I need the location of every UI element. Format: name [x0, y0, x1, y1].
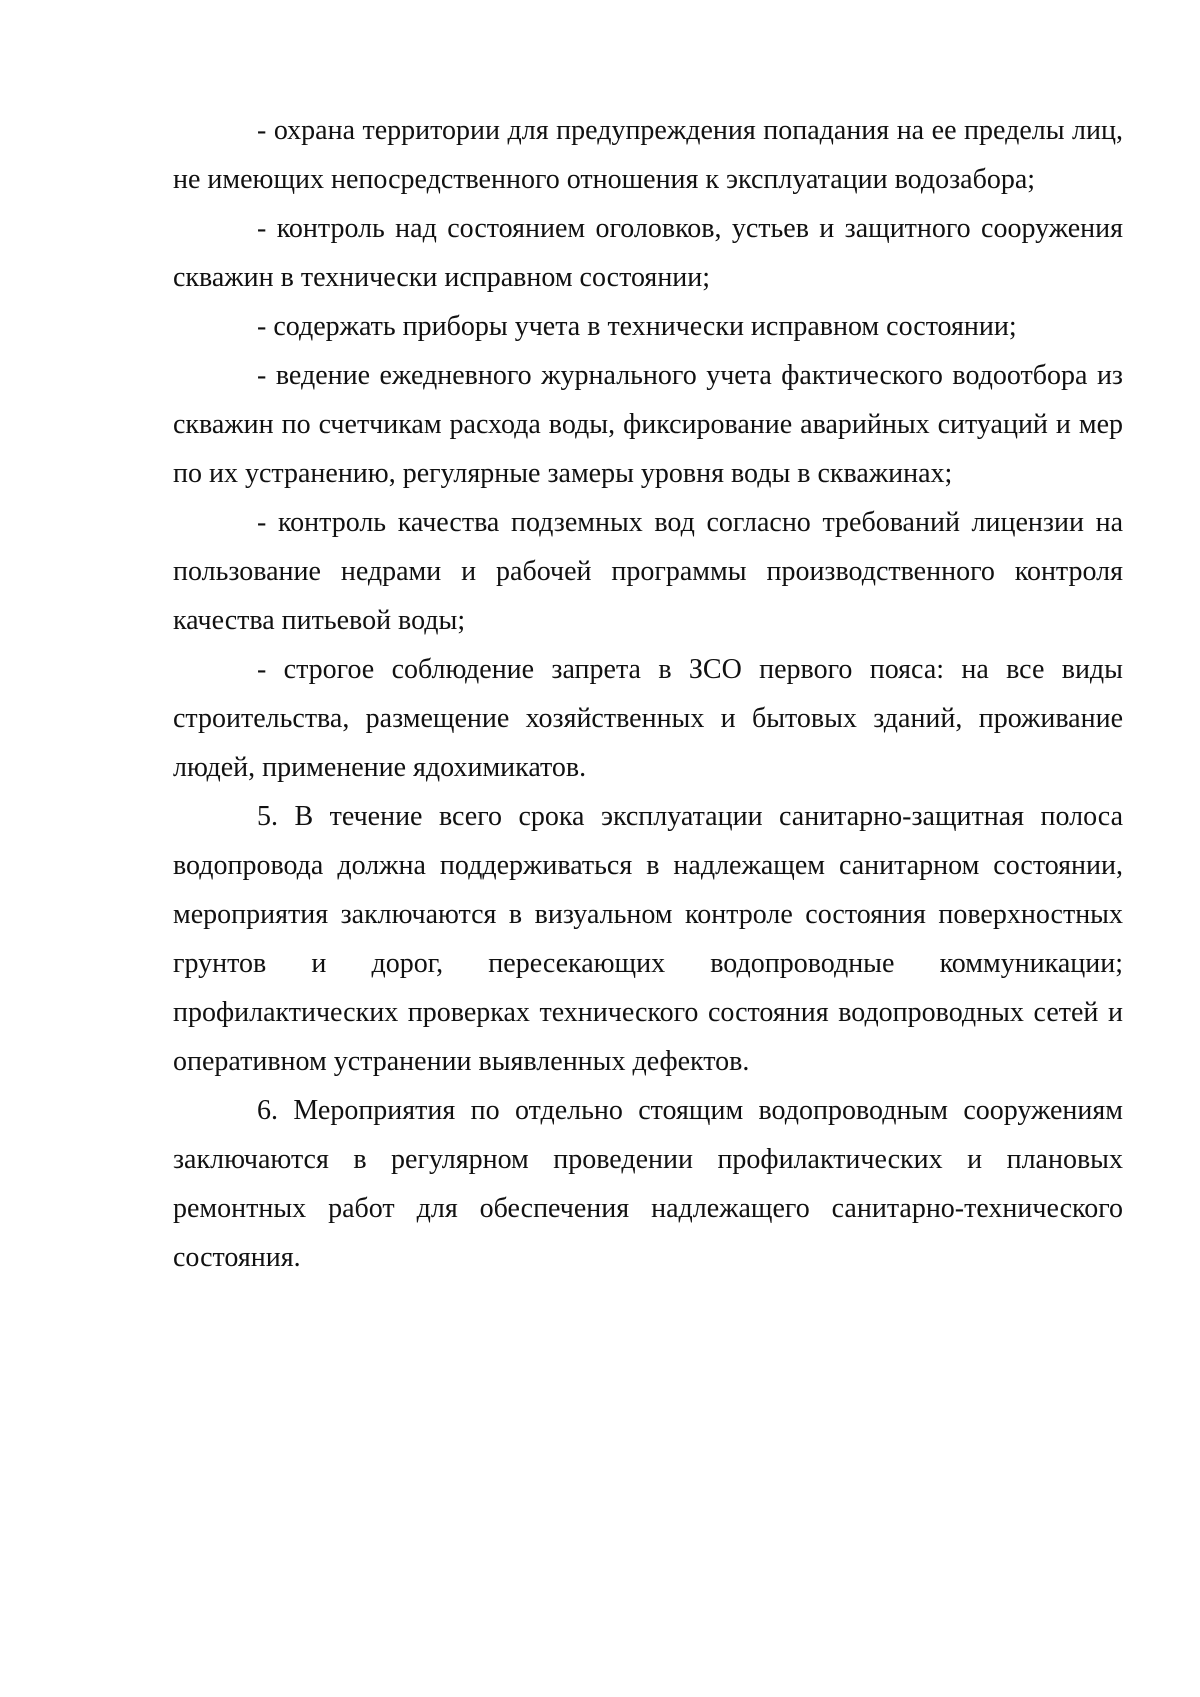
paragraph-groundwater-quality: - контроль качества подземных вод согласно требований лицензии на пользование недрами и рабочей программы производственного контроля качества питьевой воды; [173, 507, 1123, 636]
paragraph-metering-devices: - содержать приборы учета в технически исправном состоянии; [257, 311, 1017, 342]
paragraph-section-5: 5. В течение всего срока эксплуатации санитарно-защитная полоса водопровода должна поддерживаться в надлежащем санитарном состоянии, мероприятия заключаются в визуальном контроле состояния поверхностных грунтов и дорог, пересекающих водопроводные коммуникации; профилактических проверках технического состояния водопроводных сетей и оперативном устранении выявленных дефектов. [173, 801, 1123, 1077]
paragraph-daily-log: - ведение ежедневного журнального учета фактического водоотбора из скважин по счетчикам расхода воды, фиксирование аварийных ситуаций и мер по их устранению, регулярные замеры уровня воды в скважинах; [173, 360, 1123, 489]
document-body [173, 106, 1123, 1282]
paragraph-zone-restrictions: - строгое соблюдение запрета в ЗСО первого пояса: на все виды строительства, размещение хозяйственных и бытовых зданий, проживание людей, применение ядохимикатов. [173, 654, 1123, 783]
paragraph-wellhead-control: - контроль над состоянием оголовков, устьев и защитного сооружения скважин в технически исправном состоянии; [173, 213, 1123, 293]
paragraph-section-6: 6. Мероприятия по отдельно стоящим водопроводным сооружениям заключаются в регулярном проведении профилактических и плановых ремонтных работ для обеспечения надлежащего санитарно-технического состояния. [173, 1095, 1123, 1273]
paragraph-territory-protection: - охрана территории для предупреждения попадания на ее пределы лиц, не имеющих непосредственного отношения к эксплуатации водозабора; [173, 115, 1123, 195]
